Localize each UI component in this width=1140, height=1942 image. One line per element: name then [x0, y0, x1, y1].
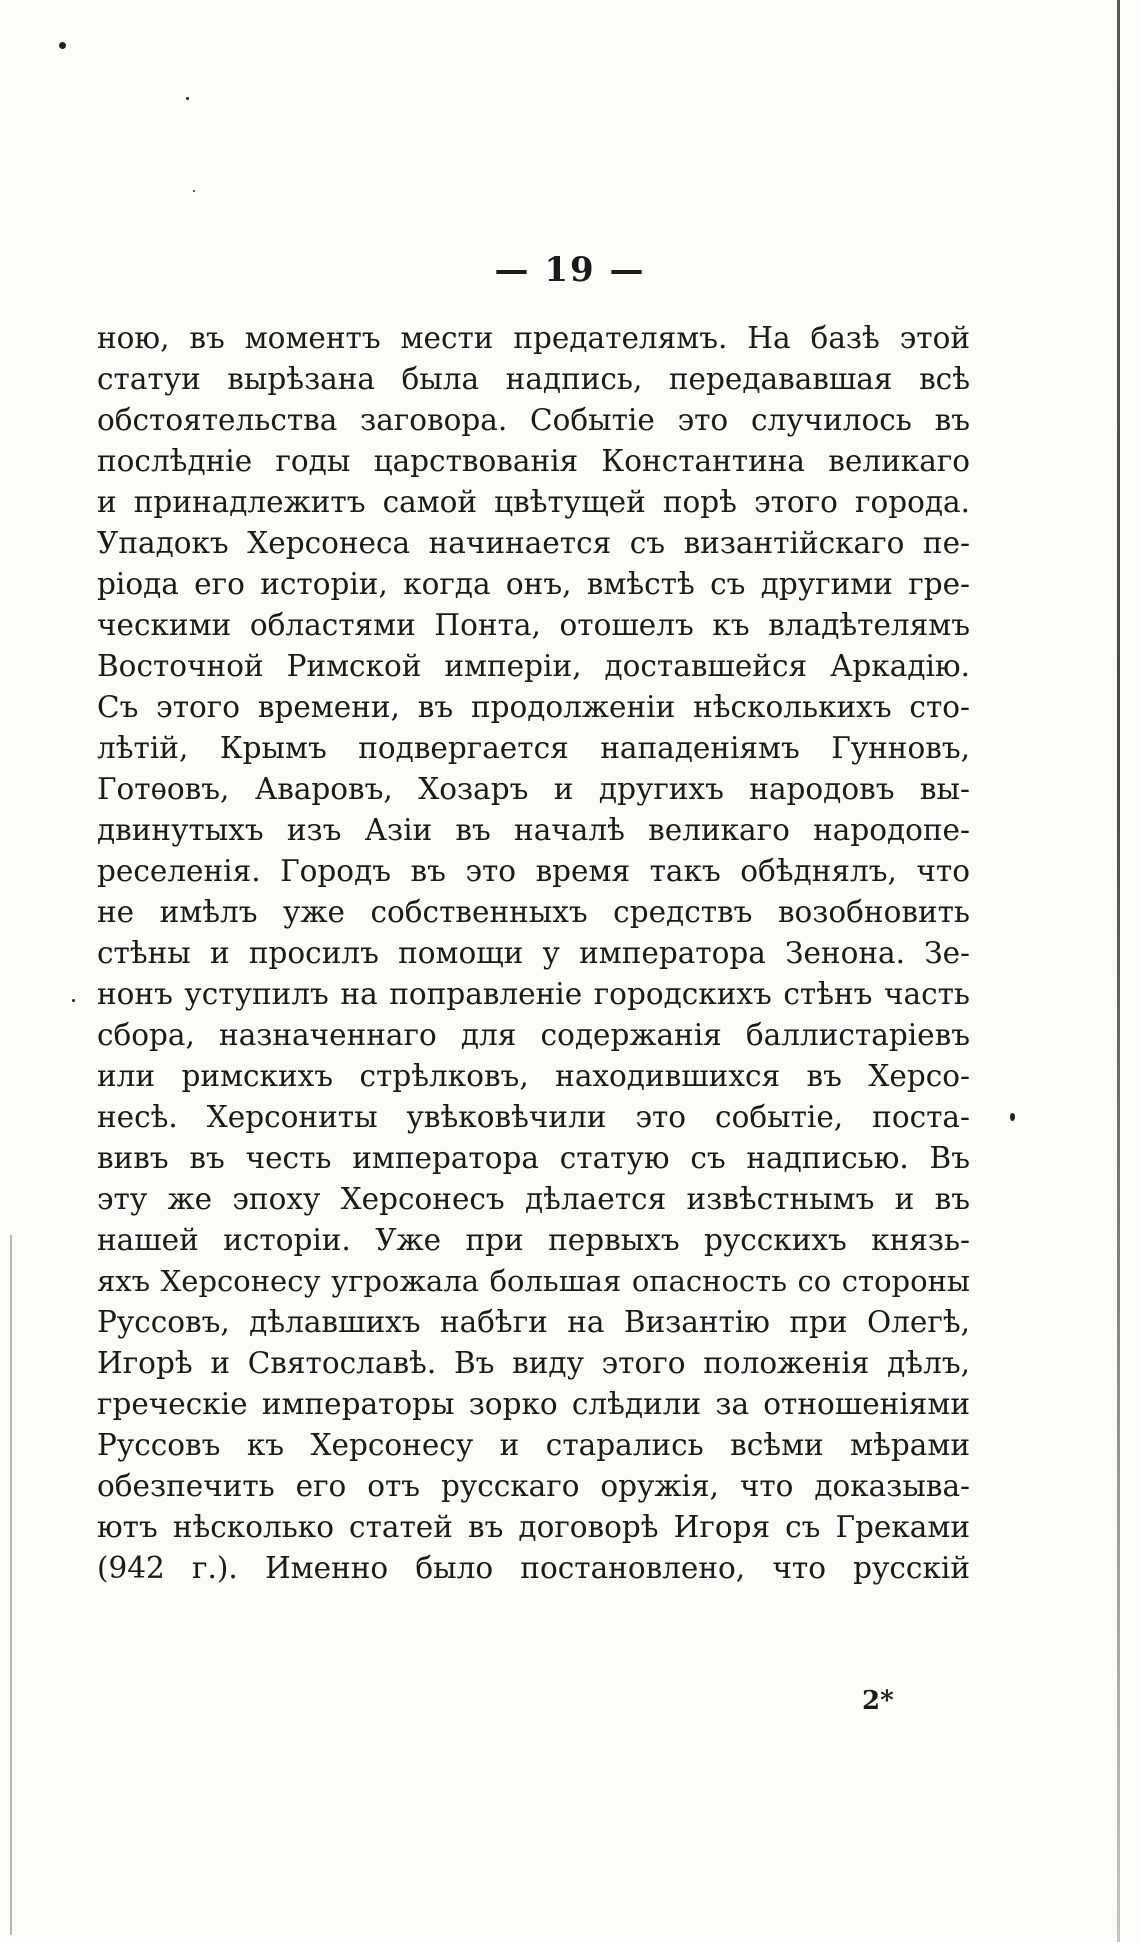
- text-line: нонъ уступилъ на поправленіе городскихъ стѣнъ часть: [97, 977, 970, 1011]
- text-line: несѣ. Херсониты увѣковѣчили это событіе, поста-: [97, 1100, 970, 1134]
- text-line: и принадлежитъ самой цвѣтущей порѣ этого города.: [97, 485, 970, 519]
- text-line: Готѳовъ, Аваровъ, Хозаръ и другихъ народовъ вы-: [97, 772, 970, 806]
- text-line: Упадокъ Херсонеса начинается съ византійскаго пе-: [97, 526, 970, 560]
- scan-speck: [186, 97, 189, 100]
- text-line: вивъ въ честь императора статую съ надписью. Въ: [97, 1141, 970, 1175]
- text-line: нашей исторіи. Уже при первыхъ русскихъ князь-: [97, 1223, 970, 1257]
- text-line: двинутыхъ изъ Азіи въ началѣ великаго народопе-: [97, 813, 970, 847]
- text-line: ріода его исторіи, когда онъ, вмѣстѣ съ другими гре-: [97, 567, 970, 601]
- text-line: (942 г.). Именно было постановлено, что русскій: [97, 1551, 970, 1585]
- text-line: Руссовъ, дѣлавшихъ набѣги на Византію при Олегѣ,: [97, 1305, 970, 1339]
- text-line: Восточной Римской имперіи, доставшейся Аркадію.: [97, 649, 970, 683]
- text-line: ною, въ моментъ мести предателямъ. На базѣ этой: [97, 321, 970, 355]
- text-line: греческіе императоры зорко слѣдили за отношеніями: [97, 1387, 970, 1421]
- text-line: статуи вырѣзана была надпись, передававшая всѣ: [97, 362, 970, 396]
- signature-mark: 2*: [862, 1686, 894, 1716]
- scan-speck: [72, 999, 75, 1002]
- text-line: обстоятельства заговора. Событіе это случилось въ: [97, 403, 970, 437]
- body-text: [97, 318, 970, 1589]
- text-line: Руссовъ къ Херсонесу и старались всѣми мѣрами: [97, 1428, 970, 1462]
- text-line: Съ этого времени, въ продолженіи нѣсколькихъ сто-: [97, 690, 970, 724]
- text-line: послѣдніе годы царствованія Константина великаго: [97, 444, 970, 478]
- text-line: эту же эпоху Херсонесъ дѣлается извѣстнымъ и въ: [97, 1182, 970, 1216]
- text-line: ютъ нѣсколько статей въ договорѣ Игоря съ Греками: [97, 1510, 970, 1544]
- scan-border-left: [10, 1235, 12, 1935]
- text-line: Игорѣ и Святославѣ. Въ виду этого положенія дѣлъ,: [97, 1346, 970, 1380]
- scan-speck: [59, 42, 66, 49]
- scan-speck: [1010, 1113, 1015, 1121]
- page-number: — 19 —: [494, 250, 646, 290]
- text-line: сбора, назначеннаго для содержанія баллистаріевъ: [97, 1018, 970, 1052]
- text-line: не имѣлъ уже собственныхъ средствъ возобновить: [97, 895, 970, 929]
- text-line: или римскихъ стрѣлковъ, находившихся въ Херсо-: [97, 1059, 970, 1093]
- scan-speck: [193, 190, 195, 192]
- text-line: ческими областями Понта, отошелъ къ владѣтелямъ: [97, 608, 970, 642]
- text-line: обезпечить его отъ русскаго оружія, что доказыва-: [97, 1469, 970, 1503]
- text-line: реселенія. Городъ въ это время такъ обѣднялъ, что: [97, 854, 970, 888]
- text-line: лѣтій, Крымъ подвергается нападеніямъ Гунновъ,: [97, 731, 970, 765]
- text-line: яхъ Херсонесу угрожала большая опасность со стороны: [97, 1264, 970, 1298]
- text-line: стѣны и просилъ помощи у императора Зенона. Зе-: [97, 936, 970, 970]
- scan-border-right: [1117, 0, 1120, 1942]
